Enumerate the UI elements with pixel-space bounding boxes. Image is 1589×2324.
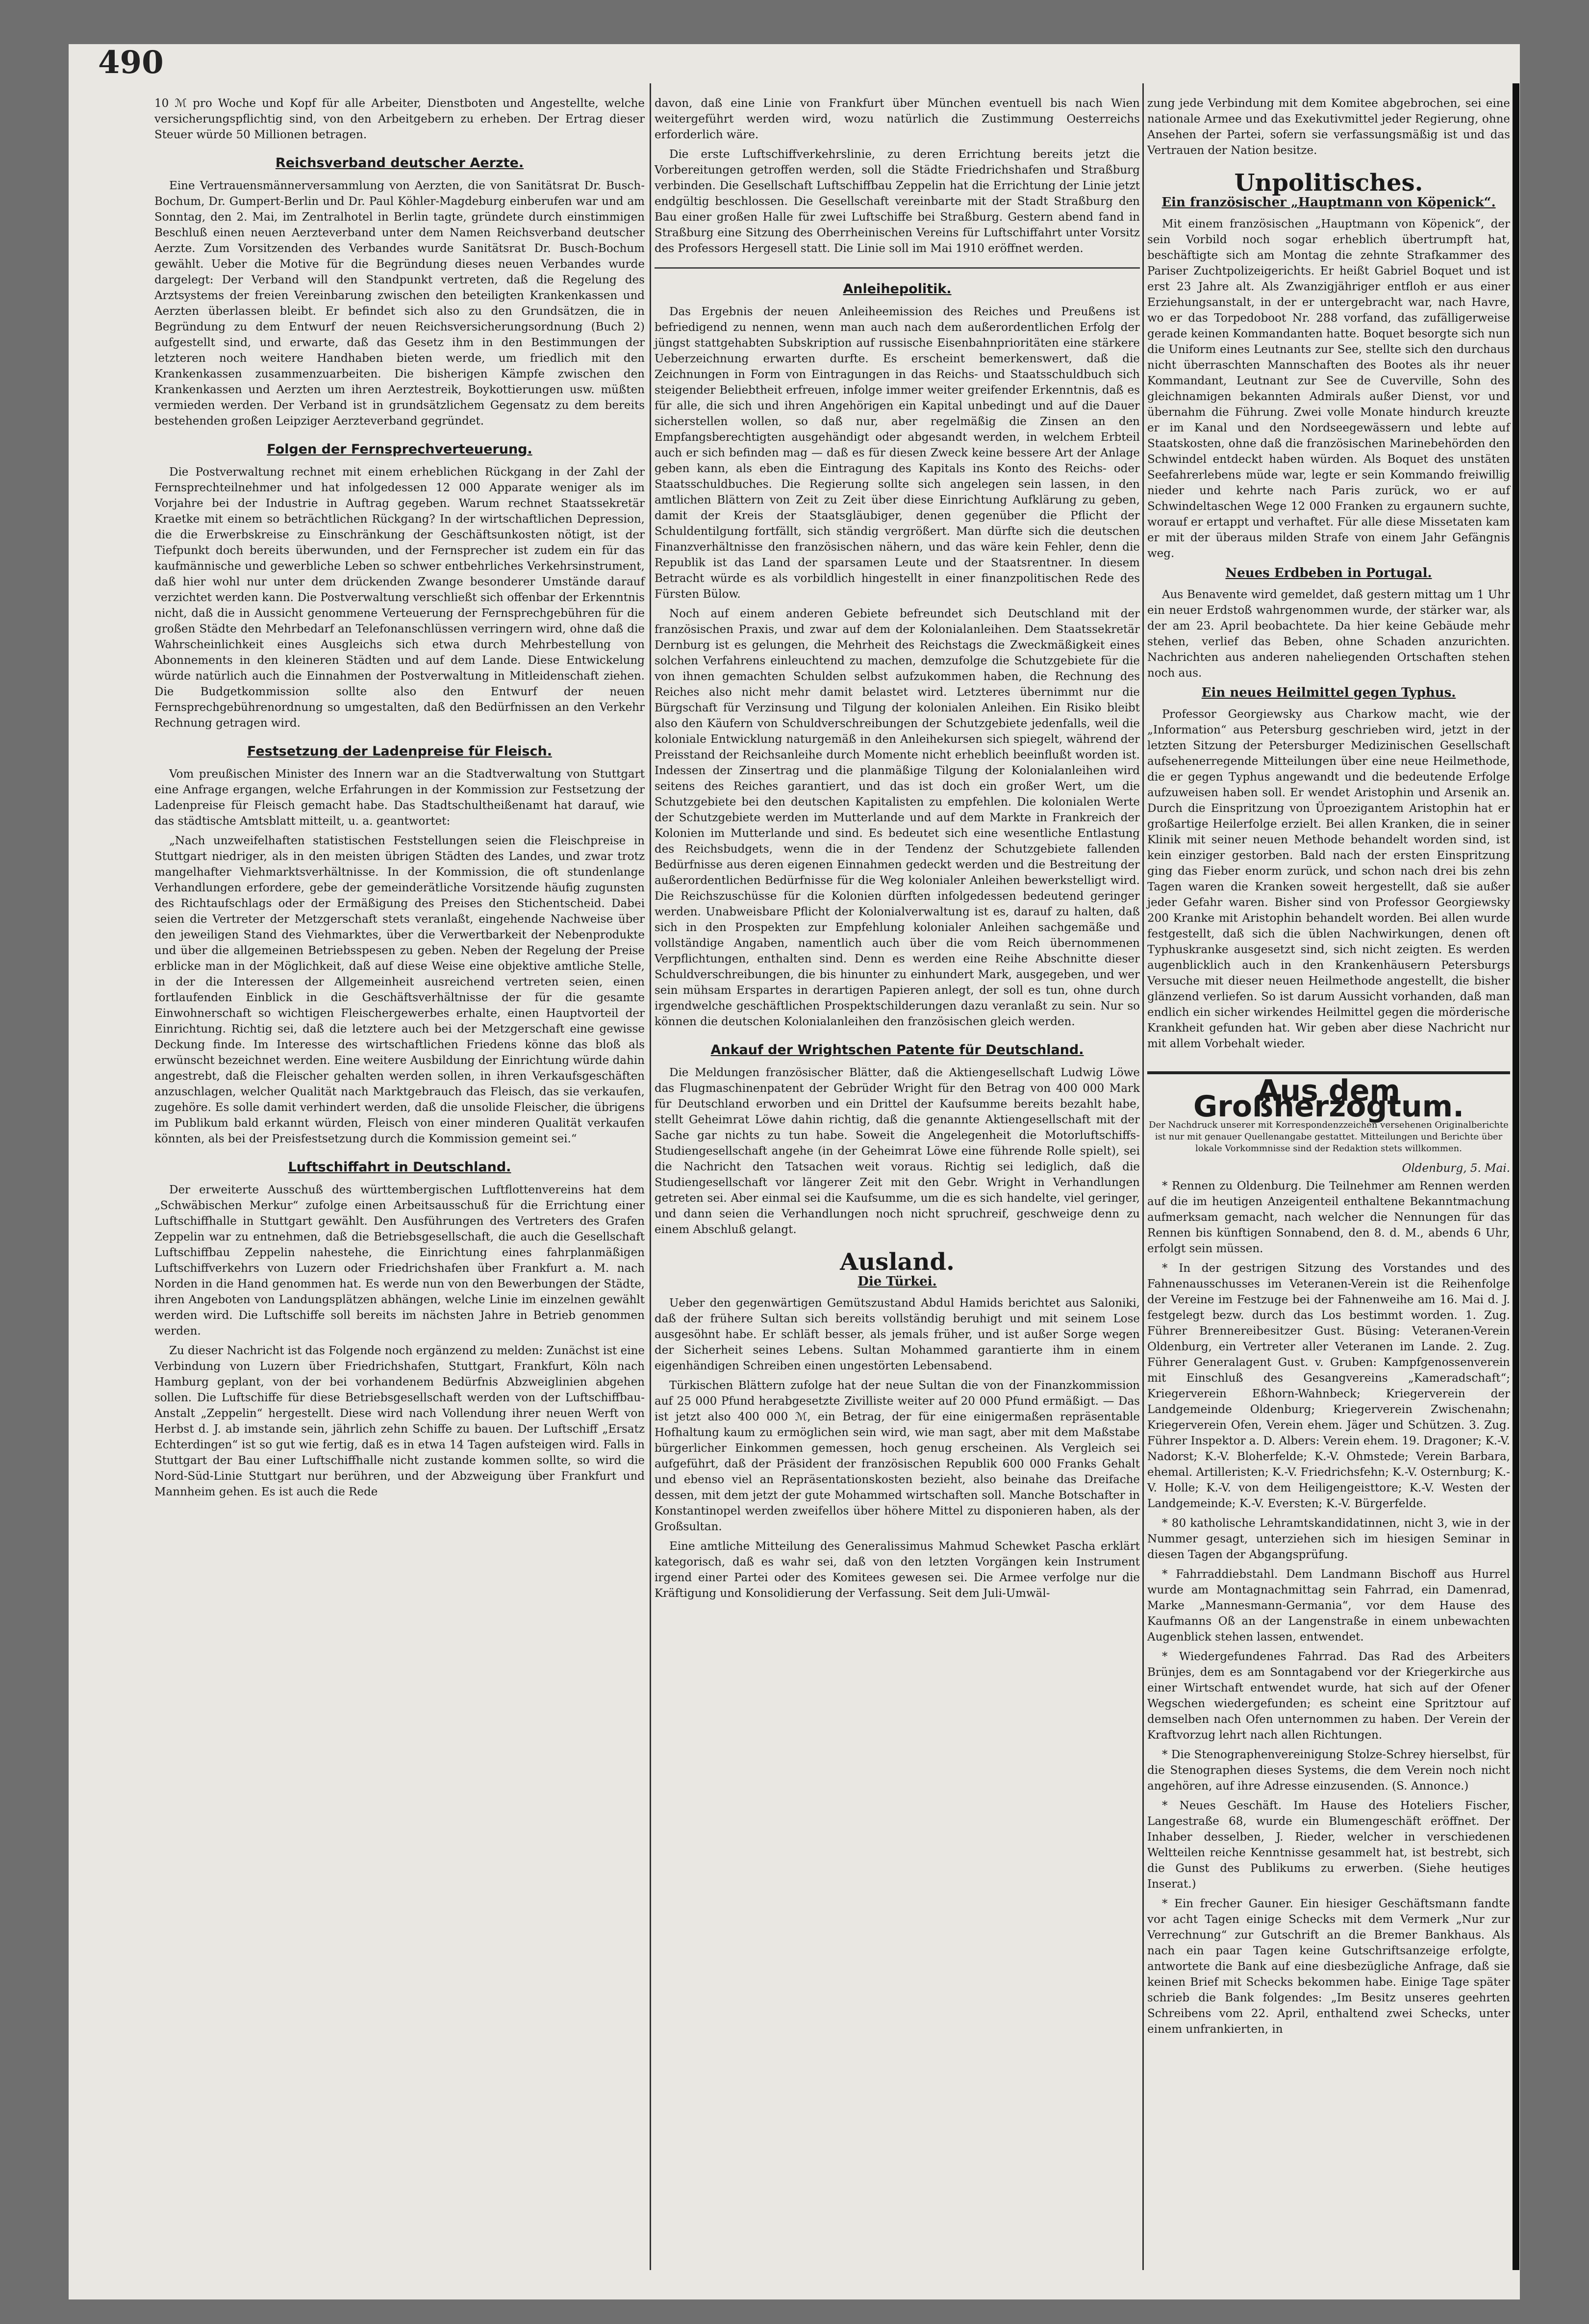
separator bbox=[655, 267, 1140, 269]
article-continuation: 10 ℳ pro Woche und Kopf für alle Arbeiter, Dienstboten und Angestellte, welche versicherungspflichtig sind, von den Arbeitgebern zu erheben. Der Ertrag dieser Steuer würde 50 Millionen betragen. bbox=[154, 97, 645, 141]
section-heading-unpolitisches: Unpolitisches. bbox=[1234, 169, 1423, 197]
local-news-item: * Die Stenographenvereinigung Stolze-Schrey hierselbst, für die Stenographen dieses Systems, die dem Verein noch nicht angehören, auf ihre Adresse einzusenden. (S. Annonce.) bbox=[1147, 1748, 1510, 1793]
article-body: Vom preußischen Minister des Innern war an die Stadtverwaltung von Stuttgart eine Anfrage ergangen, welche Erfahrungen in der Kommission zur Festsetzung der Ladenpreise für Fleisch gemacht habe. Das Stadtschultheißenamt hat darauf, wie das städtische Amtsblatt mitteilt, u. a. geantwortet: bbox=[154, 768, 645, 828]
article-body: Eine Vertrauensmännerversammlung von Aerzten, die von Sanitätsrat Dr. Busch-Bochum, Dr. Gumpert-Berlin und Dr. Paul Köhler-Magdeburg einberufen war und am Sonntag, den 2. Mai, im Zentralhotel in Berlin tagte, gründete durch einstimmigen Beschluß einen neuen Aerzteverband unter dem Namen Reichsverband deutscher Aerzte. Zum Vorsitzenden des Verbandes wurde Sanitätsrat Dr. Busch-Bochum gewählt. Ueber die Motive für die Begründung dieses neuen Verbandes wurde dargelegt: Der Verband will den Standpunkt vertreten, daß die Regelung des Arztsystems der freien Vereinbarung zwischen den beteiligten Krankenkassen und Aerzten überlassen bleibt. Er befindet sich also zu den Grundsätzen, die in Begründung zu dem Entwurf der neuen Reichsversicherungsordnung (Buch 2) aufgestellt sind, und erwarte, daß das Gesetz ihm in den Bestimmungen der letzteren noch weitere Handhaben bieten werde, um friedlich mit den Krankenkassen zusammenzuarbeiten. Die bisherigen Kämpfe zwischen den Krankenkassen und Aerzten um ihren Aerztestreik, Boykottierungen usw. müßten vermieden werden. Der Verband ist in grundsätzlichem Gegensatz zu dem bereits bestehenden großen Leipziger Aerzteverband gegründet. bbox=[154, 179, 645, 428]
article-body: Professor Georgiewsky aus Charkow macht, wie der „Information“ aus Petersburg geschrieben wird, jetzt in der letzten Sitzung der Petersburger Medizinischen Gesellschaft aufsehenerregende Mitteilungen über eine neue Heilmethode, die er gegen Typhus angewandt und die bedeutende Erfolge aufzuweisen haben soll. Er wendet Aristophin und Arsenik an. Durch die Einspritzung von Üproezigantem Aristophin hat er großartige Heilerfolge erzielt. Bei allen Kranken, die in seiner Klinik mit seiner neuen Methode behandelt worden sind, ist kein einziger gestorben. Bald nach der ersten Einspritzung ging das Fieber enorm zurück, und schon nach drei bis zehn Tagen waren die Kranken soweit hergestellt, daß sie außer jeder Gefahr waren. Bisher sind von Professor Georgiewsky 200 Kranke mit Aristophin behandelt worden. Bei allen wurde festgestellt, daß sich die üblen Nachwirkungen, denen oft Typhuskranke ausgesetzt sind, sich nicht zeigten. Es werden augenblicklich auch in den Krankenhäusern Petersburgs Versuche mit dieser neuen Heilmethode angestellt, die bisher glänzend verliefen. So ist darum Aussicht vorhanden, daß man endlich ein sicher wirkendes Heilmittel gegen die mörderische Krankheit gefunden hat. Wir geben aber diese Nachricht nur mit allem Vorbehalt wieder. bbox=[1147, 708, 1510, 1050]
section-heading-grossherzogtum: Aus dem Großherzogtum. bbox=[1147, 1071, 1510, 1114]
local-news-item: * Ein frecher Gauner. Ein hiesiger Geschäftsmann fandte vor acht Tagen einige Schecks mit dem Vermerk „Nur zur Verrechnung“ zur Gutschrift an die Bremer Bankhaus. Als nach ein paar Tagen keine Gutschriftsanzeige erfolgte, antwortete die Bank auf eine diesbezügliche Anfrage, daß sie keinen Brief mit Schecks bekommen habe. Einige Tage später schrieb die Bank folgendes: „Im Besitz unseres geehrten Schreibens vom 22. April, enthaltend zwei Schecks, unter einem unfrankierten, in bbox=[1147, 1897, 1510, 2036]
subheading-tuerkei: Die Türkei. bbox=[858, 1274, 937, 1289]
article-body: Die erste Luftschiffverkehrslinie, zu deren Errichtung bereits jetzt die Vorbereitungen getroffen werden, soll die Städte Friedrichshafen und Straßburg verbinden. Die Gesellschaft Luftschiffbau Zeppelin hat die Errichtung der Linie jetzt endgültig beschlossen. Die Gesellschaft vereinbarte mit der Stadt Straßburg den Bau einer großen Halle für zwei Luftschiffe bei Straßburg. Gestern abend fand in Straßburg eine Sitzung des Oberrheinischen Vereins für Luftschiffahrt unter Vorsitz des Professors Hergesell statt. Die Linie soll im Mai 1910 eröffnet werden. bbox=[655, 148, 1140, 255]
newspaper-page bbox=[69, 44, 1520, 2299]
article-continuation: zung jede Verbindung mit dem Komitee abgebrochen, sei eine nationale Armee und das Exekutivmittel jeder Regierung, ohne Ansehen der Partei, sofern sie verfassungsmäßig ist und das Vertrauen der Nation besitze. bbox=[1147, 97, 1510, 157]
article-body: Das Ergebnis der neuen Anleiheemission des Reiches und Preußens ist befriedigend zu nennen, wenn man auch nach dem außerordentlichen Erfolg der jüngst stattgehabten Subskription auf russische Eisenbahnprioritäten eine stärkere Ueberzeichnung erwarten durfte. Es erscheint bemerkenswert, daß die Zeichnungen in Form von Eintragungen in das Reichs- und Staatsschuldbuch sich steigender Beliebtheit erfreuen, infolge immer weiter greifender Erkenntnis, daß es für alle, die sich und ihren Angehörigen ein Kapital unbedingt und auf die Dauer sicherstellen wollen, so daß nur, aber regelmäßig die Zinsen an den Empfangsberechtigten ausgehändigt oder abgesandt werden, in welchem Erbteil auch er sich befinden mag — daß es für diesen Zweck keine bessere Art der Anlage geben kann, als eben die Eintragung des Kapitals ins Konto des Reichs- oder Staatsschuldbuches. Die Regierung sollte sich angelegen sein lassen, in den amtlichen Blättern von Zeit zu Zeit über diese Einrichtung Aufklärung zu geben, damit der Kreis der Staatsgläubiger, denen gegenüber die Pflicht der Schuldentilgung fortfällt, sich ständig vergrößert. Man dürfte sich die deutschen Finanzverhältnisse den französischen nähern, und das wäre kein Fehler, denn die Republik ist das Land der sparsamen Leute und der Staatsrentner. In diesem Betracht würde es als vorbildlich hingestellt in einer finanzpolitischen Rede des Fürsten Bülow. bbox=[655, 305, 1140, 601]
column-rule bbox=[1142, 83, 1144, 2270]
headline-wright-patente: Ankauf der Wrightschen Patente für Deutschland. bbox=[710, 1042, 1084, 1058]
section-heading-ausland: Ausland. bbox=[840, 1248, 955, 1276]
local-news-item: * Fahrraddiebstahl. Dem Landmann Bischoff aus Hurrel wurde am Montagnachmittag sein Fahrrad, ein Damenrad, Marke „Mannesmann-Germania“, vor dem Hause des Kaufmanns Oß an der Langenstraße in einem unbewachten Augenblick stehen lassen, entwendet. bbox=[1147, 1568, 1510, 1643]
local-news-item: * Neues Geschäft. Im Hause des Hoteliers Fischer, Langestraße 68, wurde ein Blumengeschäft eröffnet. Der Inhaber desselben, J. Rieder, welcher in verschiedenen Weltteilen reiche Kenntnisse gesammelt hat, ist bestrebt, sich die Gunst des Publikums zu erwerben. (Siehe heutiges Inserat.) bbox=[1147, 1799, 1510, 1891]
page-number: 490 bbox=[98, 44, 164, 81]
page-edge-rule bbox=[1513, 83, 1519, 2270]
headline-anleihepolitik: Anleihepolitik. bbox=[843, 281, 952, 297]
headline-luftschiffahrt: Luftschiffahrt in Deutschland. bbox=[288, 1160, 511, 1175]
subheading-typhus: Ein neues Heilmittel gegen Typhus. bbox=[1201, 685, 1456, 700]
article-continuation: davon, daß eine Linie von Frankfurt über München eventuell bis nach Wien weitergeführt werden wird, wozu natürlich die Zustimmung Oesterreichs erforderlich wäre. bbox=[655, 97, 1140, 141]
article-body: Ueber den gegenwärtigen Gemütszustand Abdul Hamids berichtet aus Saloniki, daß der frühere Sultan sich bereits vollständig beruhigt und mit seinem Lose ausgesöhnt habe. Er schläft besser, als jemals früher, und ist außer Sorge wegen der Sicherheit seines Lebens. Sultan Mohammed garantierte ihm in einem eigenhändigen Schreiben einen ungestörten Lebensabend. bbox=[655, 1297, 1140, 1372]
dateline: Oldenburg, 5. Mai. bbox=[1402, 1162, 1510, 1175]
column-rule bbox=[650, 83, 651, 2270]
headline-fernsprech: Folgen der Fernsprechverteuerung. bbox=[267, 442, 532, 457]
column-2 bbox=[655, 96, 1140, 1605]
article-body: Eine amtliche Mitteilung des Generalissimus Mahmud Schewket Pascha erklärt kategorisch, daß es wahr sei, daß von den letzten Vorgängen kein Instrument irgend einer Partei oder des Komitees gewesen sei. Die Armee verfolge nur die Kräftigung und Konsolidierung der Verfassung. Seit dem Juli-Umwäl- bbox=[655, 1540, 1140, 1600]
article-body: Türkischen Blättern zufolge hat der neue Sultan die von der Finanzkommission auf 25 000 Pfund herabgesetzte Zivilliste weiter auf 20 000 Pfund ermäßigt. — Das ist jetzt also 400 000 ℳ, ein Betrag, der für eine einigermaßen repräsentable Hofhaltung kaum zu ermöglichen sein wird, wie man sagt, aber mit dem Maßstabe bürgerlicher Einkommen gemessen, hoch genug erscheinen. Als Vergleich sei aufgeführt, daß der Präsident der französischen Republik 600 000 Franks Gehalt und ebenso viel an Repräsentationskosten bezieht, also beinahe das Dreifache dessen, mit dem jetzt der gute Mohammed wirtschaften soll. Manche Botschafter in Konstantinopel werden zweifellos über höhere Mittel zu disponieren haben, als der Großsultan. bbox=[655, 1379, 1140, 1533]
article-body: Die Meldungen französischer Blätter, daß die Aktiengesellschaft Ludwig Löwe das Flugmaschinenpatent der Gebrüder Wright für den Betrag von 400 000 Mark für Deutschland erworben und ein Drittel der Kaufsumme bereits bezahlt habe, stellt Geheimrat Löwe dahin richtig, daß die genannte Aktiengesellschaft mit der Sache gar nichts zu tun habe. Soweit die Angelegenheit die Motorluftschiffs-Studiengesellschaft angehe (in der Geheimrat Löwe eine führende Rolle spielt), sei die Nachricht den Tatsachen weit voraus. Richtig sei lediglich, daß die Studiengesellschaft vor längerer Zeit mit den Gebr. Wright in Verhandlungen getreten sei. Aber einmal sei die Kaufsumme, um die es sich handelte, viel geringer, und dann seien die Verhandlungen noch nicht spruchreif, geschweige denn zu einem Abschluß gelangt. bbox=[655, 1066, 1140, 1236]
subheading-erdbeben: Neues Erdbeben in Portugal. bbox=[1225, 566, 1432, 581]
local-news-item: * Rennen zu Oldenburg. Die Teilnehmer am Rennen werden auf die im heutigen Anzeigenteil enthaltene Bekanntmachung aufmerksam gemacht, nach welcher die Nennungen für das Rennen bis künftigen Sonnabend, den 8. d. M., abends 6 Uhr, erfolgt sein müssen. bbox=[1147, 1180, 1510, 1255]
local-news-item: * 80 katholische Lehramtskandidatinnen, nicht 3, wie in der Nummer gesagt, unterziehen sich im hiesigen Seminar in diesen Tagen der Abgangsprüfung. bbox=[1147, 1517, 1510, 1561]
article-body: Aus Benavente wird gemeldet, daß gestern mittag um 1 Uhr ein neuer Erdstoß wahrgenommen wurde, der stärker war, als der am 23. April beobachtete. Da hier keine Gebäude mehr stehen, verlief das Beben, ohne Schaden anzurichten. Nachrichten aus anderen naheliegenden Ortschaften stehen noch aus. bbox=[1147, 588, 1510, 680]
article-body: Die Postverwaltung rechnet mit einem erheblichen Rückgang in der Zahl der Fernsprechteilnehmer und hat infolgedessen 12 000 Apparate weniger als im Vorjahre bei der Industrie in Auftrag gegeben. Warum rechnet Staatssekretär Kraetke mit einem so beträchtlichen Rückgang? In der wirtschaftlichen Depression, die die Erwerbskreise zu Einschränkung der Geschäftsunkosten nötigt, ist der Tiefpunkt doch bereits überwunden, und der Fernsprecher ist zudem ein für das kaufmännische und gewerbliche Leben so schwer entbehrliches Verkehrsinstrument, daß hier wohl nur unter dem drückenden Zwange besonderer Umstände darauf verzichtet werden kann. Die Postverwaltung verschließt sich offenbar der Erkenntnis nicht, daß die in Aussicht genommene Verteuerung der Fernsprechgebühren für die großen Städte den Mehrbedarf an Telefonanschlüssen verringern wird, ohne daß die Wahrscheinlichkeit eines Ausgleichs sich etwa durch Mehrbestellung von Abonnements in den kleineren Städten und auf dem Lande. Diese Entwickelung würde natürlich auch die Einnahmen der Postverwaltung in Mitleidenschaft ziehen. Die Budgetkommission sollte also den Entwurf der neuen Fernsprechgebührenordnung so umgestalten, daß den Bedürfnissen an den Verkehr Rechnung getragen wird. bbox=[154, 466, 645, 730]
headline-aerzte: Reichsverband deutscher Aerzte. bbox=[275, 155, 524, 171]
local-news-item: * In der gestrigen Sitzung des Vorstandes und des Fahnenausschusses im Veteranen-Verein ist die Reihenfolge der Vereine im Festzuge bei der Fahnenweihe am 16. Mai d. J. festgelegt bezw. durch das Los bestimmt worden. 1. Zug. Führer Brennereibesitzer Gust. Büsing: Veteranen-Verein Oldenburg, ein Vertreter aller Veteranen im Lande. 2. Zug. Führer Generalagent Gust. v. Gruben: Kampfgenossenverein mit Einschluß des Gesangvereins „Kameradschaft“; Kriegerverein Eßhorn-Wahnbeck; Kriegerverein der Landgemeinde Oldenburg; Kriegerverein Zwischenahn; Kriegerverein Ofen, Verein ehem. Jäger und Schützen. 3. Zug. Führer Inspektor a. D. Albers: Verein ehem. 19. Dragoner; K.-V. Nadorst; K.-V. Bloherfelde; K.-V. Ohmstede; Verein Barbara, ehemal. Artilleristen; K.-V. Friedrichsfehn; K.-V. Osternburg; K.-V. Holle; K.-V. von dem Heiligengeisttore; K.-V. Westen der Landgemeinde; K.-V. Eversten; K.-V. Bürgerfelde. bbox=[1147, 1262, 1510, 1510]
headline-fleisch: Festsetzung der Ladenpreise für Fleisch. bbox=[247, 744, 552, 759]
article-body: Zu dieser Nachricht ist das Folgende noch ergänzend zu melden: Zunächst ist eine Verbindung von Luzern über Friedrichshafen, Stuttgart, Frankfurt, Köln nach Hamburg geplant, von der bei vorhandenem Bedürfnis Abzweiglinien abgehen sollen. Die Luftschiffe für diese Betriebsgesellschaft werden von der Luftschiffbau-Anstalt „Zeppelin“ hergestellt. Diese wird nach Vollendung ihrer neuen Werft von Herbst d. J. ab imstande sein, jährlich zehn Schiffe zu bauen. Der Luftschiff „Ersatz Echterdingen“ ist so gut wie fertig, daß es in etwa 14 Tagen aufsteigen wird. Falls in Stuttgart der Bau einer Luftschiffhalle nicht zustande kommen sollte, so wird die Nord-Süd-Linie Stuttgart nur berühren, und der Abzweigung über Frankfurt und Mannheim gehen. Es ist auch die Rede bbox=[154, 1344, 645, 1498]
article-body: Noch auf einem anderen Gebiete befreundet sich Deutschland mit der französischen Praxis, und zwar auf dem der Kolonialanleihen. Dem Staatssekretär Dernburg ist es gelungen, die Mehrheit des Reichstags die Zweckmäßigkeit eines solchen Verfahrens einleuchtend zu machen, demzufolge die Schutzgebiete für die von ihnen gemachten Schulden selbst aufzukommen haben, die Rechnung des Reiches also nicht mehr damit belastet wird. Letzteres übernimmt nur die Bürgschaft für Verzinsung und Tilgung der kolonialen Anleihen. Ein Risiko bleibt also den Käufern von Schuldverschreibungen der Schutzgebiete jedenfalls, weil die koloniale Entwicklung naturgemäß in den Anleihekursen sich spiegelt, während der Preisstand der Reichsanleihe durch Momente nicht erheblich beeinflußt worden ist. Indessen der Zinsertrag und die planmäßige Tilgung der Kolonialanleihen wird seitens des Reiches garantiert, und das ist doch ein großer Wert, um die Schutzgebiete bei den deutschen Kapitalisten zu empfehlen. Die kolonialen Werte der Schutzgebiete werden im Mutterlande und auf dem Markte in Frankreich der Kolonien im Mutterlande und sind. Es bedeutet sich eine wesentliche Entlastung des Reichsbudgets, wenn die in der Tendenz der Schutzgebiete fallenden Bedürfnisse aus deren eigenen Einnahmen gedeckt werden und die Bestreitung der außerordentlichen Bedürfnisse für die Weg kolonialer Anleihen bewerkstelligt wird. Die Reichszuschüsse für die Kolonien dürften infolgedessen bedeutend geringer werden. Unabweisbare Pflicht der Kolonialverwaltung ist es, darauf zu halten, daß sich in den Prospekten zur Empfehlung kolonialer Anleihen sachgemäße und vollständige Angaben, namentlich auch über die vom Reich übernommenen Verpflichtungen, enthalten sind. Denn es werden eine Reihe Abschnitte dieser Schuldverschreibungen, die bis hinunter zu einhundert Mark, ausgegeben, und wer sein mühsam Erspartes in derartigen Papieren anlegt, der soll es tun, ohne durch irgendwelche geschäftlichen Prospektschilderungen dazu veranlaßt zu sein. Nur so können die deutschen Kolonialanleihen den französischen gleich werden. bbox=[655, 607, 1140, 1028]
column-3 bbox=[1147, 96, 1510, 2041]
subheading-hauptmann: Ein französischer „Hauptmann von Köpenick“. bbox=[1161, 195, 1496, 210]
article-body: Mit einem französischen „Hauptmann von Köpenick“, der sein Vorbild noch sogar erheblich übertrumpft hat, beschäftigte sich am Montag die zehnte Strafkammer des Pariser Zuchtpolizeigerichts. Er heißt Gabriel Boquet und ist erst 23 Jahre alt. Als Zwanzigjähriger entfloh er aus einer Erziehungsanstalt, in der er untergebracht war, nach Havre, wo er das Torpedoboot Nr. 288 vorfand, das zufälligerweise gerade keinen Kommandanten hatte. Boquet besorgte sich nun die Uniform eines Leutnants zur See, stellte sich den durchaus nicht überraschten Mannschaften des Bootes als ihr neuer Kommandant, Leutnant zur See de Cuverville, Sohn des gleichnamigen bekannten Admirals außer Dienst, vor und übernahm die Führung. Zwei volle Monate hindurch kreuzte er im Kanal und den Nordseegewässern und lebte auf Staatskosten, ohne daß die französischen Marinebehörden den Schwindel entdeckt haben würden. Als Boquet des unstäten Seefahrerlebens müde war, legte er sein Kommando freiwillig nieder und kehrte nach Paris zurück, wo er auf Schwindeltaschen Wege 12 000 Franken zu ergaunern suchte, worauf er ertappt und verhaftet. Für alle diese Missetaten kam er mit der überaus milden Strafe von einem Jahr Gefängnis weg. bbox=[1147, 218, 1510, 560]
local-news-item: * Wiedergefundenes Fahrrad. Das Rad des Arbeiters Brünjes, dem es am Sonntagabend vor der Kriegerkirche aus einer Wirtschaft entwendet wurde, hat sich auf der Ofener Wegschen wiedergefunden; es scheint eine Spritztour auf demselben nach Ofen unternommen zu haben. Der Verein der Kraftvorzug lehrt nach allen Richtungen. bbox=[1147, 1650, 1510, 1742]
column-1 bbox=[154, 96, 645, 1504]
article-quote: „Nach unzweifelhaften statistischen Feststellungen seien die Fleischpreise in Stuttgart niedriger, als in den meisten übrigen Städten des Landes, und zwar trotz mangelhafter Viehmarktsverhältnisse. In der Kommission, die oft stundenlange Verhandlungen erfordere, gebe der gemeinderätliche Vorsitzende häufig zugunsten des Richtaufschlags oder der Ermäßigung des Preises den Stichentscheid. Dabei seien die Vertreter der Metzgerschaft stets veranlaßt, eingehende Nachweise über den jeweiligen Stand des Viehmarktes, über die Verwertbarkeit der Nebenprodukte und über die allgemeinen Betriebsspesen zu geben. Neben der Regelung der Preise erblicke man in der Möglichkeit, daß auf diese Weise eine objektive amtliche Stelle, in der die Interessen der Allgemeinheit ausreichend vertreten seien, einen fortlaufenden Einblick in die Geschäftsverhältnisse der für die gesamte Einwohnerschaft so wichtigen Fleischergewerbes erhalte, einen Hauptvorteil der Einrichtung. Richtig sei, daß die letztere auch bei der Metzgerschaft eine gewisse Deckung finde. Im Interesse des wirtschaftlichen Friedens könne das bloß als erwünscht bezeichnet werden. Eine weitere Ausbildung der Einrichtung würde dahin angestrebt, daß die Fleischer gehalten werden sollen, in ihren Verkaufsgeschäften anzuschlagen, welcher Qualität nach Marktgebrauch das Fleisch, das sie verkaufen, zugehöre. Es solle damit verhindert werden, daß die unsolide Fleischer, die übrigens im Publikum bald erkannt würden, Fleisch von einer minderen Qualität verkaufen könnten, als bei der Preisfestsetzung durch die Kommission gemeint sei.“ bbox=[154, 834, 645, 1145]
article-body: Der erweiterte Ausschuß des württembergischen Luftflottenvereins hat dem „Schwäbischen Merkur“ zufolge einen Arbeitsausschuß für die Errichtung einer Luftschiffhalle in Stuttgart gewählt. Den Ausführungen des Vertreters des Grafen Zeppelin war zu entnehmen, daß die Betriebsgesellschaft, die auch die Gesellschaft Luftschiffbau Zeppelin nahestehe, die Einrichtung eines fahrplanmäßigen Luftschiffverkehrs von Luzern oder Friedrichshafen über Frankfurt a. M. nach Norden in die Hand genommen hat. Es werde nun von den Bewerbungen der Städte, ihren Angeboten von Landungsplätzen abhängen, welche Linie im einzelnen gewählt werden wird. Die Luftschiffe soll bereits im nächsten Jahre in Betrieb genommen werden. bbox=[154, 1184, 645, 1338]
reprint-notice: Der Nachdruck unserer mit Korrespondenzzeichen versehenen Originalberichte ist nur mit genauer Quellenangabe gestattet. Mitteilungen und Berichte über lokale Vorkommnisse sind der Redaktion stets willkommen. bbox=[1149, 1120, 1509, 1154]
